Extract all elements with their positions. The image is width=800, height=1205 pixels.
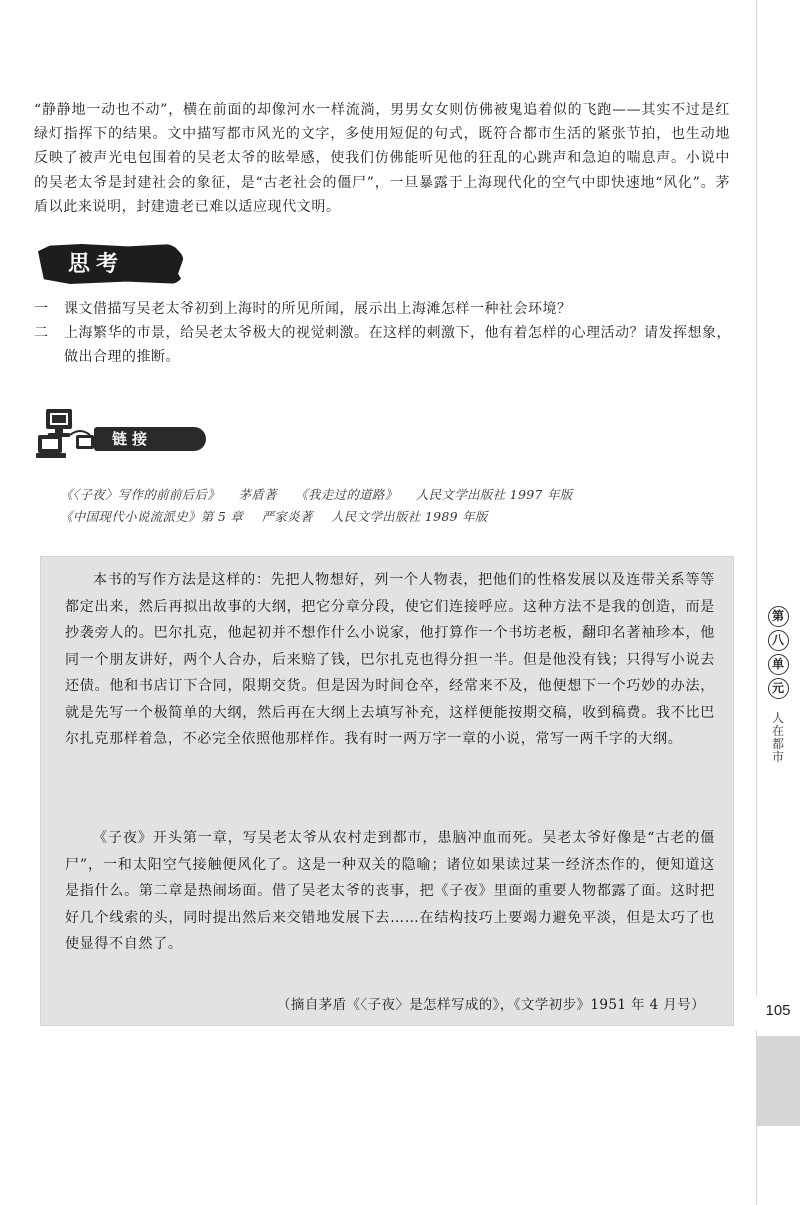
link-banner <box>36 405 176 461</box>
link-title: 链接 <box>112 430 153 448</box>
unit-theme <box>758 712 798 764</box>
reference-author: 茅盾著 <box>238 487 277 502</box>
question-text: 课文借描写吴老太爷初到上海时的所见所闻，展示出上海滩怎样一种社会环境？ <box>64 301 572 317</box>
unit-label <box>758 606 798 699</box>
reference-publisher: 人民文学出版社 1997 年版 <box>415 487 573 502</box>
question-number: 一 <box>34 301 49 317</box>
unit-char: 八 <box>768 630 789 651</box>
question-text: 上海繁华的市景，给吴老太爷极大的视觉刺激。在这样的刺激下，他有着怎样的心理活动？请发挥想象，做出合理的推断。 <box>64 325 731 365</box>
question-list <box>34 297 734 369</box>
theme-char: 市 <box>771 750 784 764</box>
unit-char: 第 <box>768 606 789 627</box>
margin-tab <box>756 1036 800 1126</box>
quote-source: （摘自茅盾《〈子夜〉是怎样写成的》，《文学初步》1951 年 4 月号） <box>277 997 705 1013</box>
think-title: 思考 <box>68 251 125 277</box>
question-item <box>34 297 734 321</box>
reference-title: 《〈子夜〉写作的前前后后》 <box>60 487 221 502</box>
page-number: 105 <box>756 996 800 1030</box>
think-banner <box>38 242 188 286</box>
theme-char: 都 <box>771 737 784 751</box>
reference-book: 《我走过的道路》 <box>295 487 398 502</box>
reference-item <box>60 506 730 528</box>
quote-paragraph: 本书的写作方法是这样的：先把人物想好，列一个人物表，把他们的性格发展以及连带关系等等都定出来，然后再拟出故事的大纲，把它分章分段，使它们连接呼应。这种方法不是我的创造，而是抄袭旁人的。巴尔扎克，他起初并不想作什么小说家，他打算作一个书坊老板，翻印名著袖珍本，他同一个朋友讲好，两个人合办，后来赔了钱，巴尔扎克也得分担一半。但是他没有钱；只得写小说去还债。他和书店订下合同，限期交货。但是因为时间仓卒，经常来不及，他便想下一个巧妙的办法，就是先写一个极简单的大纲，然后再在大纲上去填写补充，这样便能按期交稿，收到稿费。我不比巴尔扎克那样着急，不必完全依照他那样作。我有时一两万字一章的小说，常写一两千字的大纲。 <box>65 572 715 747</box>
theme-char: 人 <box>771 711 784 725</box>
reference-author: 严家炎著 <box>261 509 313 524</box>
reference-list <box>60 484 730 528</box>
quote-paragraph: 《子夜》开头第一章，写吴老太爷从农村走到都市，患脑冲血而死。吴老太爷好像是“古老的僵尸”，一和太阳空气接触便风化了。这是一种双关的隐喻；诸位如果读过某一经济杰作的，便知道这是指什么。第二章是热闹场面。借了吴老太爷的丧事，把《子夜》里面的重要人物都露了面。这时把好几个线索的头，同时提出然后来交错地发展下去……在结构技巧上要竭力避免平淡，但是太巧了也使显得不自然了。 <box>65 830 715 952</box>
unit-char: 元 <box>768 678 789 699</box>
quote-box <box>40 556 734 1026</box>
unit-char: 单 <box>768 654 789 675</box>
reference-publisher: 人民文学出版社 1989 年版 <box>330 509 488 524</box>
reference-title: 《中国现代小说流派史》第 5 章 <box>60 509 244 524</box>
reference-item <box>60 484 730 506</box>
question-number: 二 <box>34 325 49 341</box>
body-paragraph: “静静地一动也不动”，横在前面的却像河水一样流淌，男男女女则仿佛被鬼追着似的飞跑——其实不过是红绿灯指挥下的结果。文中描写都市风光的文字，多使用短促的句式，既符合都市生活的紧张节拍，也生动地反映了被声光电包围着的吴老太爷的眩晕感，使我们仿佛能听见他的狂乱的心跳声和急迫的喘息声。小说中的吴老太爷是封建社会的象征，是“古老社会的僵尸”，一旦暴露于上海现代化的空气中即快速地“风化”。茅盾以此来说明，封建遗老已难以适应现代文明。 <box>34 102 730 215</box>
question-item <box>34 321 734 369</box>
theme-char: 在 <box>771 724 784 738</box>
